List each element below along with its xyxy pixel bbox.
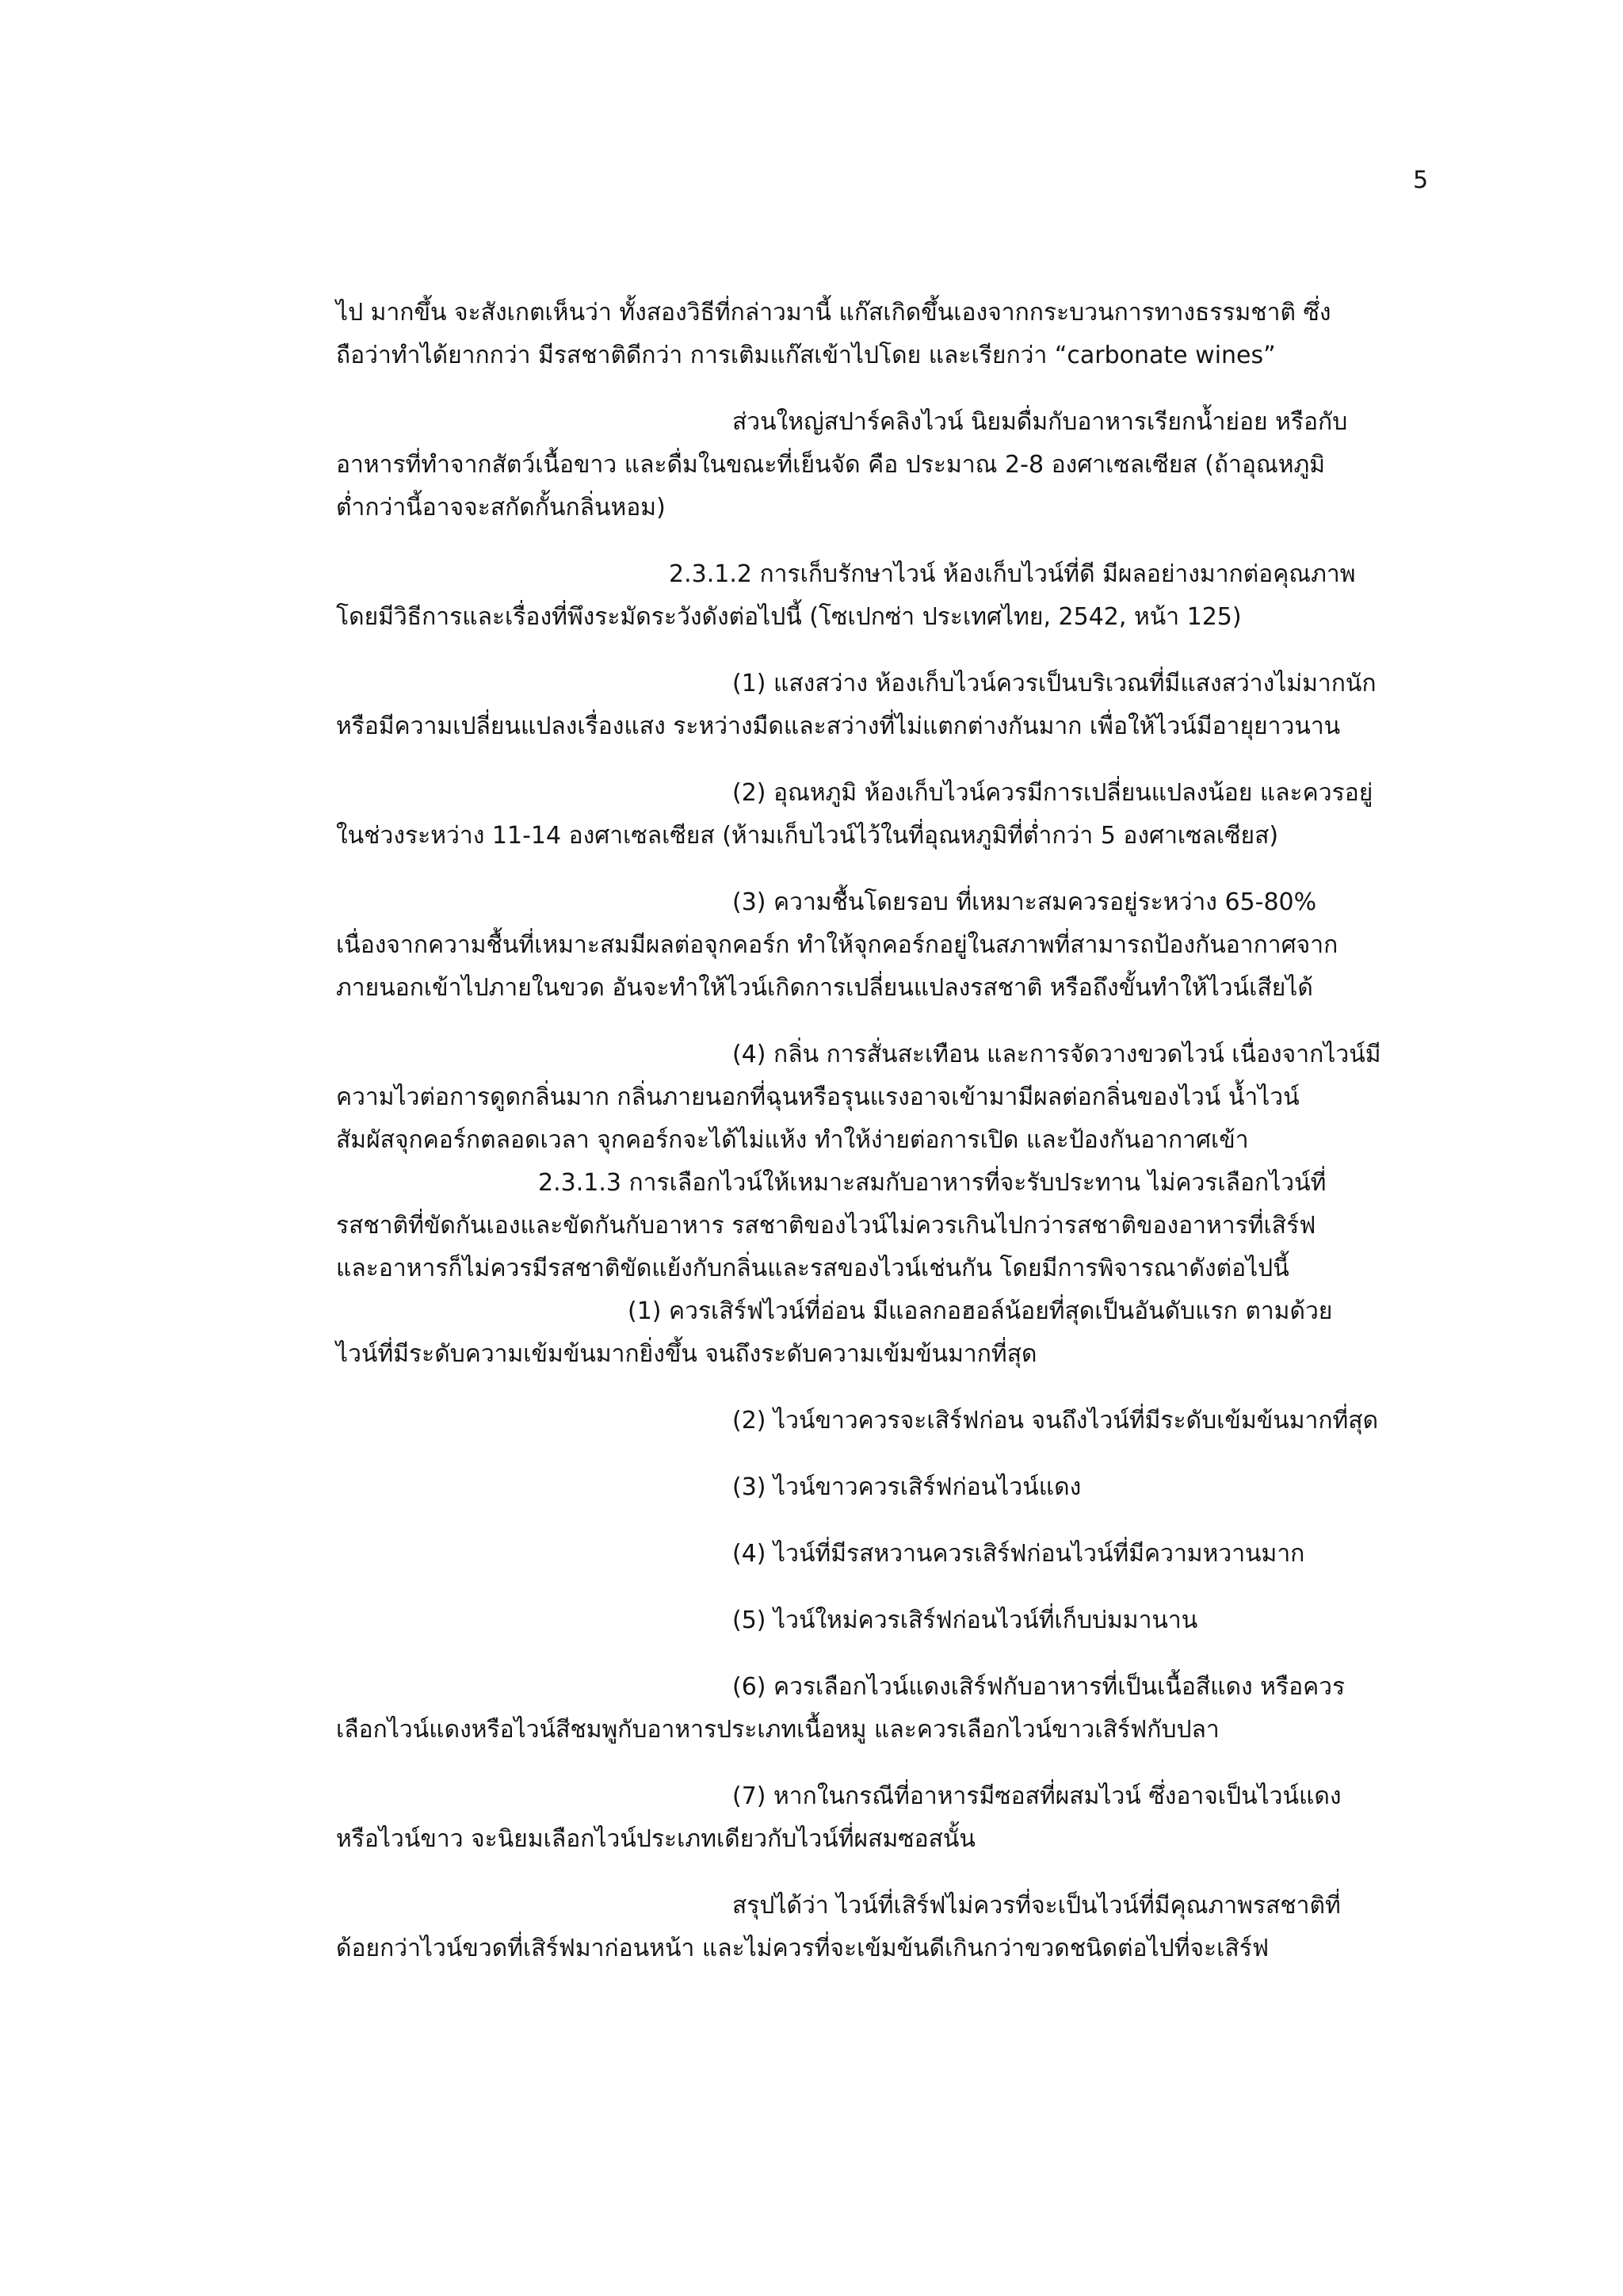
text-line: สัมผัสจุกคอร์กตลอดเวลา จุกคอร์กจะได้ไม่แห้ง ทำให้ง่ายต่อการเปิด และป้องกันอากาศเข้า: [336, 1126, 1249, 1154]
text-line: (1) ควรเสิร์ฟไวน์ที่อ่อน มีแอลกอฮอล์น้อยที่สุดเป็นอันดับแรก ตามด้วย: [628, 1297, 1333, 1325]
text-line: ไป มากขึ้น จะสังเกตเห็นว่า ทั้งสองวิธีที่กล่าวมานี้ แก๊สเกิดขึ้นเองจากกระบวนการทางธรรมชาติ ซึ่ง: [336, 299, 1331, 327]
text-line: (1) แสงสว่าง ห้องเก็บไวน์ควรเป็นบริเวณที่มีแสงสว่างไม่มากนัก: [732, 670, 1377, 697]
storage-item-3-humidity: [336, 881, 1438, 1010]
pairing-item-1: [336, 1290, 1438, 1376]
text-line: ด้อยกว่าไวน์ขวดที่เสิร์ฟมาก่อนหน้า และไม่ควรที่จะเข้มข้นดีเกินกว่าขวดชนิดต่อไปที่จะเสิร์ฟ: [336, 1935, 1270, 1962]
text-line: ไวน์ที่มีระดับความเข้มข้นมากยิ่งขึ้น จนถึงระดับความเข้มข้นมากที่สุด: [336, 1340, 1037, 1368]
text-line: ถือว่าทำได้ยากกว่า มีรสชาติดีกว่า การเติมแก๊สเข้าไปโดย และเรียกว่า “carbonate wines”: [336, 342, 1276, 369]
text-line: (7) หากในกรณีที่อาหารมีซอสที่ผสมไวน์ ซึ่งอาจเป็นไวน์แดง: [732, 1782, 1342, 1810]
text-line: (4) กลิ่น การสั่นสะเทือน และการจัดวางขวดไวน์ เนื่องจากไวน์มี: [732, 1041, 1381, 1068]
text-line: สรุปได้ว่า ไวน์ที่เสิร์ฟไม่ควรที่จะเป็นไวน์ที่มีคุณภาพรสชาติที่: [732, 1892, 1341, 1920]
text-line: (6) ควรเลือกไวน์แดงเสิร์ฟกับอาหารที่เป็นเนื้อสีแดง หรือควร: [732, 1673, 1346, 1701]
text-line: ภายนอกเข้าไปภายในขวด อันจะทำให้ไวน์เกิดการเปลี่ยนแปลงรสชาติ หรือถึงขั้นทำให้ไวน์เสียได้: [336, 974, 1313, 1002]
storage-item-4-odor-vibration: [336, 1033, 1438, 1162]
text-line: (3) ไวน์ขาวควรเสิร์ฟก่อนไวน์แดง: [732, 1473, 1082, 1501]
paragraph-sparkling-serving: [336, 401, 1438, 529]
text-line: (5) ไวน์ใหม่ควรเสิร์ฟก่อนไวน์ที่เก็บบ่มมานาน: [732, 1606, 1198, 1634]
paragraph-sparkling-carbonation: [336, 292, 1438, 377]
text-line: หรือไวน์ขาว จะนิยมเลือกไวน์ประเภทเดียวกับไวน์ที่ผสมซอสนั้น: [336, 1825, 976, 1853]
text-line: ความไวต่อการดูดกลิ่นมาก กลิ่นภายนอกที่ฉุนหรือรุนแรงอาจเข้ามามีผลต่อกลิ่นของไวน์ น้ำไวน์: [336, 1083, 1300, 1111]
text-line: 2.3.1.3 การเลือกไวน์ให้เหมาะสมกับอาหารที่จะรับประทาน ไม่ควรเลือกไวน์ที่: [538, 1169, 1327, 1197]
text-line: เลือกไวน์แดงหรือไวน์สีชมพูกับอาหารประเภทเนื้อหมู และควรเลือกไวน์ขาวเสิร์ฟกับปลา: [336, 1716, 1220, 1744]
section-heading-2-3-1-3: [336, 1162, 1438, 1290]
text-line: ต่ำกว่านี้อาจจะสกัดกั้นกลิ่นหอม): [336, 494, 666, 521]
text-line: รสชาติที่ขัดกันเองและขัดกันกับอาหาร รสชาติของไวน์ไม่ควรเกินไปกว่ารสชาติของอาหารที่เสิร์ฟ: [336, 1212, 1316, 1240]
pairing-item-4: [336, 1533, 1438, 1576]
text-line: โดยมีวิธีการและเรื่องที่พึงระมัดระวังดังต่อไปนี้ (โซเปกซ่า ประเทศไทย, 2542, หน้า 125): [336, 603, 1242, 631]
pairing-item-7: [336, 1775, 1438, 1861]
pairing-item-2: [336, 1400, 1438, 1442]
page-number: 5: [1413, 166, 1429, 194]
text-line: และอาหารก็ไม่ควรมีรสชาติขัดแย้งกับกลิ่นและรสของไวน์เช่นกัน โดยมีการพิจารณาดังต่อไปนี้: [336, 1255, 1289, 1282]
section-heading-2-3-1-2: [336, 553, 1438, 639]
text-line: (4) ไวน์ที่มีรสหวานควรเสิร์ฟก่อนไวน์ที่มีความหวานมาก: [732, 1540, 1305, 1568]
text-line: ในช่วงระหว่าง 11-14 องศาเซลเซียส (ห้ามเก็บไวน์ไว้ในที่อุณหภูมิที่ต่ำกว่า 5 องศาเซลเซียส): [336, 822, 1279, 850]
pairing-item-5: [336, 1599, 1438, 1642]
storage-item-2-temperature: [336, 772, 1438, 858]
text-line: 2.3.1.2 การเก็บรักษาไวน์ ห้องเก็บไวน์ที่ดี มีผลอย่างมากต่อคุณภาพ: [669, 560, 1356, 588]
text-line: (3) ความชื้นโดยรอบ ที่เหมาะสมควรอยู่ระหว่าง 65-80%: [732, 888, 1317, 916]
storage-item-1-light: [336, 663, 1438, 748]
pairing-item-6: [336, 1666, 1438, 1752]
text-line: (2) ไวน์ขาวควรจะเสิร์ฟก่อน จนถึงไวน์ที่มีระดับเข้มข้นมากที่สุด: [732, 1407, 1379, 1435]
text-line: ส่วนใหญ่สปาร์คลิงไวน์ นิยมดื่มกับอาหารเรียกน้ำย่อย หรือกับ: [732, 408, 1348, 436]
pairing-item-3: [336, 1466, 1438, 1509]
text-line: หรือมีความเปลี่ยนแปลงเรื่องแสง ระหว่างมืดและสว่างที่ไม่แตกต่างกันมาก เพื่อให้ไวน์มีอายุยาวนาน: [336, 712, 1341, 740]
text-line: (2) อุณหภูมิ ห้องเก็บไวน์ควรมีการเปลี่ยนแปลงน้อย และควรอยู่: [732, 779, 1373, 807]
paragraph-conclusion: [336, 1885, 1438, 1970]
document-body: [336, 292, 1438, 1994]
text-line: อาหารที่ทำจากสัตว์เนื้อขาว และดื่มในขณะที่เย็นจัด คือ ประมาณ 2-8 องศาเซลเซียส (ถ้าอุณหภูมิ: [336, 451, 1326, 479]
text-line: เนื่องจากความชื้นที่เหมาะสมมีผลต่อจุกคอร์ก ทำให้จุกคอร์กอยู่ในสภาพที่สามารถป้องกันอากาศจาก: [336, 931, 1338, 959]
